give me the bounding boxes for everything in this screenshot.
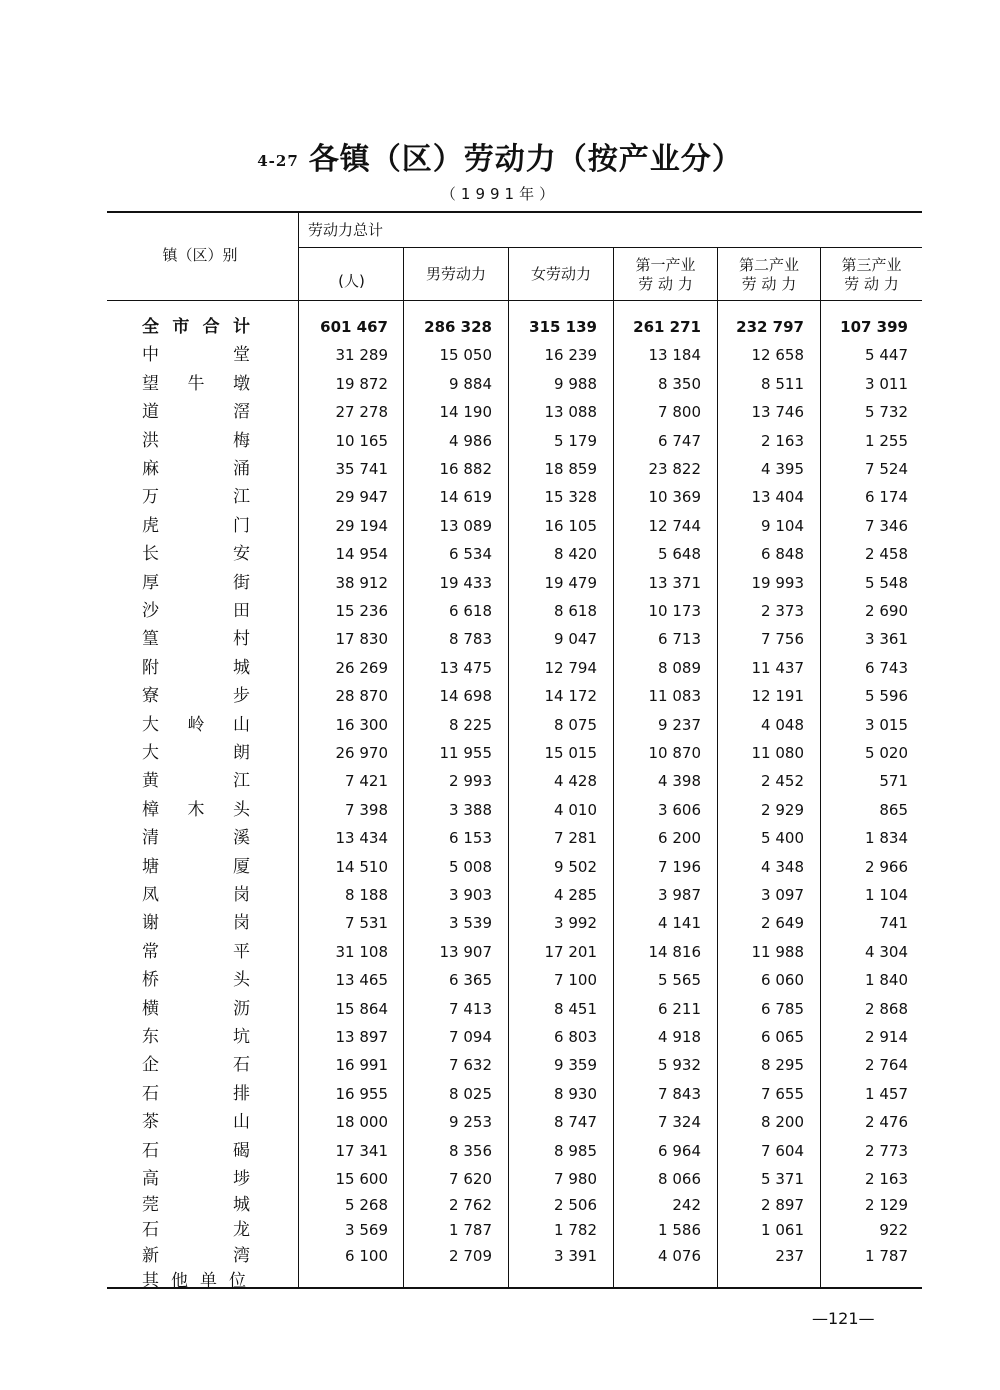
header-bottom-rule [107,300,922,301]
cell-primary: 10 173 [648,602,701,620]
cell-female: 18 859 [544,460,597,478]
table-row [0,1217,1000,1243]
cell-total: 601 467 [320,318,388,336]
cell-tertiary: 2 966 [865,857,908,876]
table-row [0,570,1000,596]
region-name: 企 石 [142,1055,250,1076]
cell-tertiary: 2 163 [865,1170,908,1188]
cell-total: 13 465 [335,971,388,990]
table-row [0,825,1000,851]
cell-male: 13 475 [439,658,492,677]
cell-total: 29 947 [335,488,388,507]
cell-male: 6 153 [449,829,492,848]
table-row [0,854,1000,880]
region-name: 其 他 单 位 [142,1271,246,1292]
region-name: 沙 田 [142,601,250,621]
region-name: 长 安 [142,544,250,565]
cell-primary: 6 200 [658,829,701,848]
cell-tertiary: 107 399 [840,318,908,336]
table-row [0,626,1000,652]
region-name: 新 湾 [142,1245,250,1266]
cell-total: 3 569 [345,1221,388,1240]
cell-total: 13 434 [335,829,388,848]
cell-primary: 12 744 [648,516,701,535]
cell-female: 3 992 [554,914,597,933]
table-row [0,740,1000,766]
cell-female: 8 930 [554,1084,597,1103]
cell-male: 11 955 [439,744,492,762]
header-primary-line2: 劳 动 力 [638,275,693,293]
cell-male: 3 388 [449,800,492,819]
region-name: 篁 村 [142,629,250,650]
cell-primary: 242 [672,1195,701,1214]
cell-tertiary: 7 524 [865,460,908,478]
cell-secondary: 6 065 [761,1028,804,1046]
cell-male: 6 618 [449,602,492,620]
cell-male: 2 993 [449,772,492,791]
cell-primary: 13 184 [648,346,701,365]
table-row [0,484,1000,510]
cell-secondary: 12 191 [751,687,804,706]
region-name: 中 堂 [142,345,250,366]
region-name: 洪 梅 [142,430,250,451]
region-name: 塘 厦 [142,856,250,877]
cell-tertiary: 5 596 [865,687,908,706]
cell-tertiary: 5 732 [865,403,908,422]
cell-secondary: 13 404 [751,488,804,507]
cell-male: 19 433 [439,573,492,592]
header-primary [614,256,717,294]
cell-secondary: 8 200 [761,1113,804,1132]
cell-total: 7 531 [345,914,388,933]
cell-secondary: 12 658 [751,346,804,365]
table-row [0,1243,1000,1269]
cell-primary: 23 822 [648,460,701,478]
cell-female: 4 428 [554,772,597,791]
region-name: 谢 岗 [142,913,250,934]
cell-total: 16 955 [335,1084,388,1103]
cell-primary: 14 816 [648,942,701,961]
cell-female: 4 010 [554,800,597,819]
cell-male: 13 089 [439,516,492,535]
header-primary-line1: 第一产业 [635,256,696,274]
cell-total: 13 897 [335,1028,388,1046]
cell-secondary: 9 104 [761,516,804,535]
region-name: 石 龙 [142,1220,250,1241]
cell-tertiary: 3 011 [865,374,908,393]
header-male: 男劳动力 [425,265,486,283]
table-row [0,683,1000,709]
cell-primary: 4 076 [658,1246,701,1265]
cell-female: 8 451 [554,999,597,1018]
cell-tertiary: 2 690 [865,602,908,620]
region-name: 桥 头 [142,970,250,991]
cell-male: 14 190 [439,403,492,422]
cell-male: 1 787 [449,1221,492,1240]
cell-tertiary: 2 458 [865,545,908,564]
cell-secondary: 6 060 [761,971,804,990]
region-name: 清 溪 [142,828,250,849]
cell-female: 16 239 [544,346,597,365]
cell-tertiary: 3 015 [865,715,908,734]
cell-female: 8 747 [554,1113,597,1132]
cell-primary: 7 324 [658,1113,701,1132]
cell-female: 9 502 [554,857,597,876]
cell-total: 29 194 [335,516,388,535]
table-row [0,996,1000,1022]
region-name: 大 岭 山 [142,714,250,735]
cell-primary: 7 196 [658,857,701,876]
cell-primary: 7 800 [658,403,701,422]
cell-secondary: 7 655 [761,1084,804,1103]
region-name: 万 江 [142,487,250,508]
cell-female: 4 285 [554,886,597,904]
cell-primary: 9 237 [658,715,701,734]
cell-female: 7 980 [554,1170,597,1188]
cell-primary: 8 066 [658,1170,701,1188]
cell-total: 15 236 [335,602,388,620]
cell-tertiary: 2 868 [865,999,908,1018]
cell-male: 16 882 [439,460,492,478]
header-tertiary-line1: 第三产业 [841,256,902,274]
cell-primary: 5 932 [658,1056,701,1075]
cell-tertiary: 741 [879,914,908,933]
table-row [0,1166,1000,1192]
cell-primary: 261 271 [633,318,701,336]
cell-female: 9 047 [554,630,597,649]
table-row [0,541,1000,567]
cell-total: 14 510 [335,857,388,876]
cell-tertiary: 7 346 [865,516,908,535]
cell-female: 9 359 [554,1056,597,1075]
cell-tertiary: 1 787 [865,1246,908,1265]
cell-secondary: 1 061 [761,1221,804,1240]
cell-female: 3 391 [554,1246,597,1265]
cell-secondary: 232 797 [736,318,804,336]
header-female: 女劳动力 [530,265,591,283]
cell-tertiary: 2 773 [865,1141,908,1160]
cell-female: 15 328 [544,488,597,507]
cell-female: 16 105 [544,516,597,535]
cell-primary: 6 713 [658,630,701,649]
cell-tertiary: 1 457 [865,1084,908,1103]
cell-secondary: 6 785 [761,999,804,1018]
cell-primary: 11 083 [648,687,701,706]
region-name: 黄 江 [142,771,250,792]
table-row [0,1268,1000,1294]
cell-secondary: 7 604 [761,1141,804,1160]
cell-female: 315 139 [529,318,597,336]
header-tertiary [821,256,922,294]
header-tertiary-line2: 劳 动 力 [844,275,899,293]
cell-primary: 8 089 [658,658,701,677]
cell-total: 19 872 [335,374,388,393]
cell-total: 6 100 [345,1246,388,1265]
cell-female: 8 618 [554,602,597,620]
cell-secondary: 3 097 [761,886,804,904]
cell-primary: 5 565 [658,971,701,990]
cell-tertiary: 2 476 [865,1113,908,1132]
region-name: 附 城 [142,657,250,678]
cell-female: 14 172 [544,687,597,706]
header-region: 镇（区）别 [162,246,238,264]
cell-female: 19 479 [544,573,597,592]
cell-tertiary: 1 255 [865,431,908,450]
table-row [0,882,1000,908]
table-row [0,910,1000,936]
table-row [0,967,1000,993]
cell-total: 7 398 [345,800,388,819]
cell-female: 6 803 [554,1028,597,1046]
cell-secondary: 2 452 [761,772,804,791]
cell-secondary: 11 437 [751,658,804,677]
region-name: 全 市 合 计 [142,317,250,337]
cell-primary: 7 843 [658,1084,701,1103]
table-top-rule [107,211,922,213]
table-row [0,456,1000,482]
cell-total: 15 600 [335,1170,388,1188]
region-name: 厚 街 [142,572,250,593]
cell-total: 15 864 [335,999,388,1018]
cell-primary: 4 918 [658,1028,701,1046]
cell-total: 27 278 [335,403,388,422]
table-row [0,428,1000,454]
region-name: 寮 步 [142,686,250,707]
table-row [0,1192,1000,1218]
cell-male: 2 709 [449,1246,492,1265]
cell-total: 7 421 [345,772,388,791]
cell-male: 3 903 [449,886,492,904]
cell-secondary: 5 371 [761,1170,804,1188]
table-row [0,371,1000,397]
cell-male: 8 025 [449,1084,492,1103]
cell-total: 31 289 [335,346,388,365]
cell-primary: 6 747 [658,431,701,450]
cell-secondary: 6 848 [761,545,804,564]
table-row [0,939,1000,965]
cell-male: 6 365 [449,971,492,990]
cell-male: 9 884 [449,374,492,393]
region-name: 麻 涌 [142,459,250,479]
table-number: 4-27 [257,152,299,170]
region-name: 望 牛 墩 [142,373,250,394]
cell-male: 9 253 [449,1113,492,1132]
table-row [0,712,1000,738]
cell-female: 12 794 [544,658,597,677]
table-row [0,1024,1000,1050]
table-row [0,1138,1000,1164]
cell-female: 5 179 [554,431,597,450]
cell-total: 17 341 [335,1141,388,1160]
cell-male: 8 356 [449,1141,492,1160]
cell-secondary: 4 048 [761,715,804,734]
cell-secondary: 2 163 [761,431,804,450]
cell-total: 35 741 [335,460,388,478]
cell-secondary: 19 993 [751,573,804,592]
cell-secondary: 2 929 [761,800,804,819]
cell-female: 8 985 [554,1141,597,1160]
cell-male: 14 619 [439,488,492,507]
cell-secondary: 8 511 [761,374,804,393]
region-name: 樟 木 头 [142,799,250,820]
cell-female: 13 088 [544,403,597,422]
cell-male: 7 620 [449,1170,492,1188]
cell-total: 26 970 [335,744,388,762]
cell-total: 16 991 [335,1056,388,1075]
title-text: 各镇（区）劳动力（按产业分） [308,142,743,177]
table-row [0,768,1000,794]
cell-male: 6 534 [449,545,492,564]
cell-primary: 4 141 [658,914,701,933]
cell-primary: 1 586 [658,1221,701,1240]
cell-total: 16 300 [335,715,388,734]
region-name: 横 沥 [142,998,250,1019]
cell-tertiary: 571 [879,772,908,791]
cell-tertiary: 5 020 [865,744,908,762]
cell-male: 286 328 [424,318,492,336]
cell-secondary: 2 649 [761,914,804,933]
cell-tertiary: 4 304 [865,942,908,961]
header-secondary-line1: 第二产业 [738,256,799,274]
cell-secondary: 2 897 [761,1195,804,1214]
cell-total: 17 830 [335,630,388,649]
table-row [0,797,1000,823]
cell-primary: 8 350 [658,374,701,393]
cell-female: 2 506 [554,1195,597,1214]
cell-primary: 10 369 [648,488,701,507]
cell-secondary: 11 080 [751,744,804,762]
cell-secondary: 237 [775,1246,804,1265]
cell-total: 8 188 [345,886,388,904]
cell-total: 38 912 [335,573,388,592]
header-total-unit: (人) [338,272,365,290]
cell-male: 13 907 [439,942,492,961]
page-title [0,134,1000,178]
page-number: —121— [812,1309,875,1328]
cell-tertiary: 5 447 [865,346,908,365]
cell-primary: 10 870 [648,744,701,762]
cell-female: 7 100 [554,971,597,990]
table-row [0,314,1000,340]
header-secondary-line2: 劳 动 力 [741,275,797,293]
cell-male: 3 539 [449,914,492,933]
region-name: 石 碣 [142,1140,250,1161]
cell-male: 8 783 [449,630,492,649]
cell-female: 15 015 [544,744,597,762]
header-total-group: 劳动力总计 [308,221,384,239]
cell-primary: 3 987 [658,886,701,904]
cell-total: 18 000 [335,1113,388,1132]
table-row [0,342,1000,368]
cell-primary: 6 211 [658,999,701,1018]
table-row [0,513,1000,539]
region-name: 虎 门 [142,515,250,536]
cell-male: 7 094 [449,1028,492,1046]
cell-primary: 5 648 [658,545,701,564]
table-row [0,1052,1000,1078]
cell-tertiary: 865 [879,800,908,819]
cell-tertiary: 2 129 [865,1195,908,1214]
year-subtitle: （1991年） [440,185,560,203]
cell-tertiary: 2 914 [865,1028,908,1046]
cell-secondary: 13 746 [751,403,804,422]
region-name: 大 朗 [142,743,250,763]
cell-female: 9 988 [554,374,597,393]
cell-secondary: 7 756 [761,630,804,649]
table-row [0,598,1000,624]
cell-total: 14 954 [335,545,388,564]
region-name: 常 平 [142,941,250,962]
cell-total: 26 269 [335,658,388,677]
table-row [0,399,1000,425]
cell-female: 7 281 [554,829,597,848]
header-secondary [718,256,820,294]
cell-male: 15 050 [439,346,492,365]
table-row [0,1081,1000,1107]
cell-secondary: 4 348 [761,857,804,876]
header-sub-rule [298,247,922,248]
cell-female: 17 201 [544,942,597,961]
cell-male: 8 225 [449,715,492,734]
cell-female: 8 075 [554,715,597,734]
cell-primary: 6 964 [658,1141,701,1160]
cell-primary: 3 606 [658,800,701,819]
cell-total: 5 268 [345,1195,388,1214]
region-name: 石 排 [142,1083,250,1104]
cell-male: 2 762 [449,1195,492,1214]
cell-total: 28 870 [335,687,388,706]
cell-secondary: 11 988 [751,942,804,961]
cell-tertiary: 6 743 [865,658,908,677]
cell-male: 5 008 [449,857,492,876]
cell-tertiary: 3 361 [865,630,908,649]
region-name: 凤 岗 [142,885,250,905]
cell-secondary: 8 295 [761,1056,804,1075]
cell-secondary: 5 400 [761,829,804,848]
cell-male: 14 698 [439,687,492,706]
cell-male: 7 632 [449,1056,492,1075]
cell-tertiary: 922 [879,1221,908,1240]
cell-tertiary: 6 174 [865,488,908,507]
region-name: 道 滘 [142,402,250,423]
cell-tertiary: 2 764 [865,1056,908,1075]
table-row [0,655,1000,681]
cell-male: 7 413 [449,999,492,1018]
cell-total: 31 108 [335,942,388,961]
region-name: 高 埗 [142,1169,250,1189]
cell-tertiary: 5 548 [865,573,908,592]
cell-female: 8 420 [554,545,597,564]
cell-tertiary: 1 834 [865,829,908,848]
cell-secondary: 2 373 [761,602,804,620]
cell-tertiary: 1 840 [865,971,908,990]
cell-tertiary: 1 104 [865,886,908,904]
table-row [0,1109,1000,1135]
cell-female: 1 782 [554,1221,597,1240]
cell-primary: 4 398 [658,772,701,791]
cell-male: 4 986 [449,431,492,450]
region-name: 莞 城 [142,1194,250,1215]
region-name: 东 坑 [142,1027,250,1047]
cell-primary: 13 371 [648,573,701,592]
region-name: 茶 山 [142,1112,250,1133]
cell-secondary: 4 395 [761,460,804,478]
cell-total: 10 165 [335,431,388,450]
